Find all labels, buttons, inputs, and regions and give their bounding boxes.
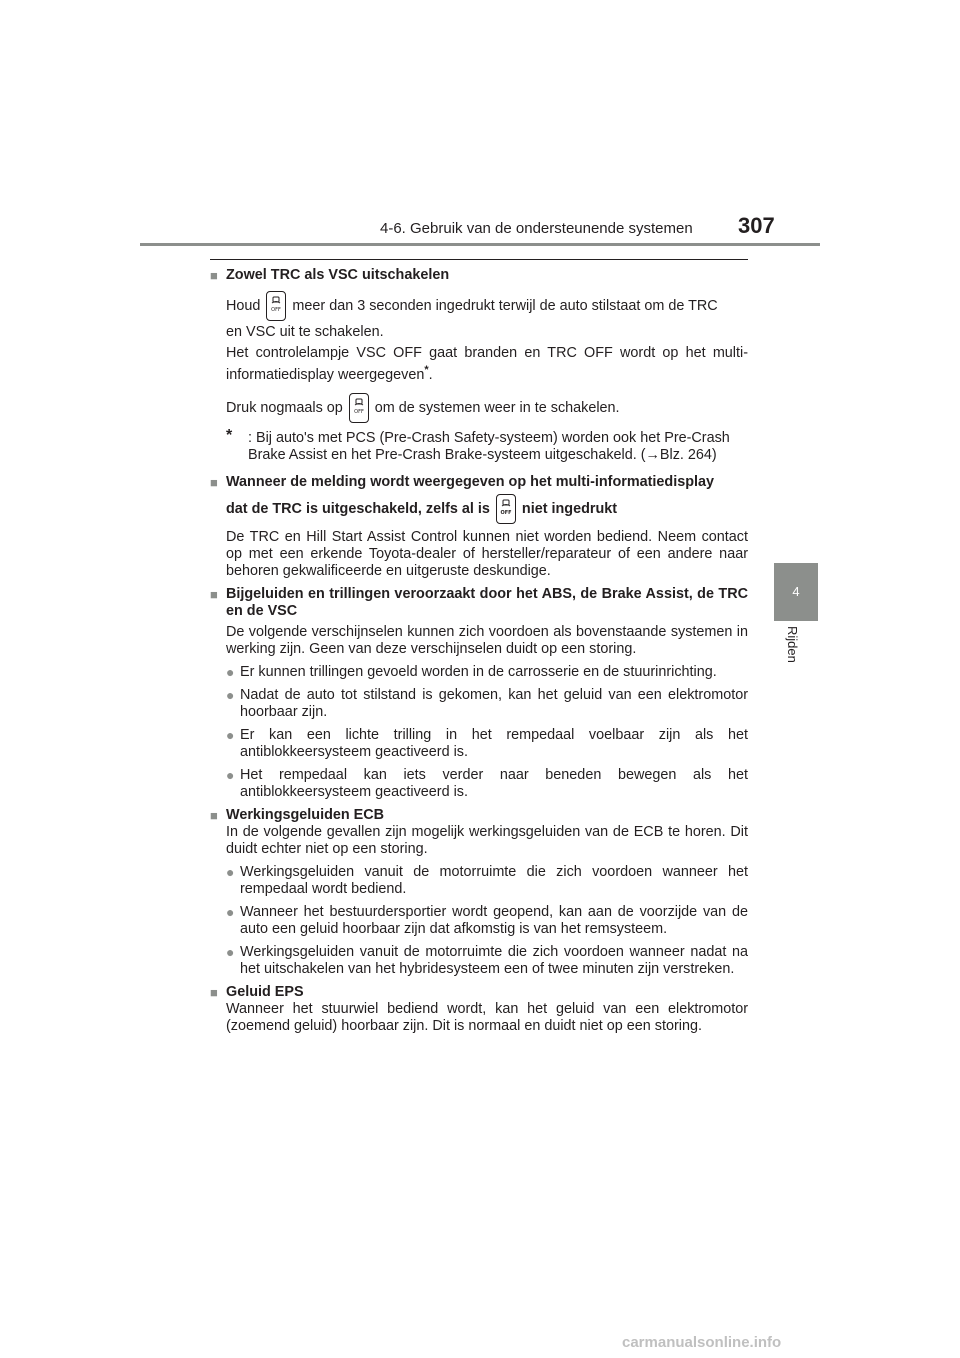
paragraph: en VSC uit te schakelen. [226,324,384,340]
paragraph: Houd OFF meer dan 3 seconden ingedrukt terwijl de auto stilstaat om de TRC [226,290,748,322]
paragraph: De TRC en Hill Start Assist Control kunnen niet worden bediend. Neem contact op met een erkende Toyota-dealer of hersteller/reparateur of een andere naar behoren gekwalificeerde en uitgeruste deskundige. [226,528,748,579]
section-marker: ■ [210,984,218,1000]
svg-text:OFF: OFF [353,409,364,415]
list-item: ● Er kan een lichte trilling in het rempedaal voelbaar zijn als het antiblokkeersysteem geactiveerd is. [226,726,748,760]
section-heading: dat de TRC is uitgeschakeld, zelfs al is OFF niet ingedrukt [226,493,748,525]
header-divider [140,243,820,246]
list-item: ● Werkingsgeluiden vanuit de motorruimte die zich voordoen wanneer nadat na het uitschakelen van het hybridesysteem een of twee minuten zijn verstreken. [226,943,748,977]
chapter-tab-number: 4 [792,584,800,599]
bullet-marker: ● [226,726,235,743]
list-item: ● Werkingsgeluiden vanuit de motorruimte die zich voordoen wanneer het rempedaal wordt bediend. [226,863,748,897]
section-heading: Bijgeluiden en trillingen veroorzaakt door het ABS, de Brake Assist, de TRC en de VSC [226,585,748,619]
paragraph: Wanneer het stuurwiel bediend wordt, kan het geluid van een elektromotor (zoemend geluid) hoorbaar zijn. Dit is normaal en duidt niet op een storing. [226,1000,748,1034]
bullet-marker: ● [226,863,235,880]
footnote-mark: * [226,426,233,444]
section-noises-vibrations [210,586,748,801]
list-item: ● Nadat de auto tot stilstand is gekomen, kan het geluid van een elektromotor hoorbaar zijn. [226,686,748,720]
paragraph: In de volgende gevallen zijn mogelijk werkingsgeluiden van de ECB te horen. Dit duidt echter niet op een storing. [226,823,748,857]
watermark: carmanualsonline.info [622,1334,782,1351]
vsc-off-button-icon [349,393,369,423]
header-title: 4-6. Gebruik van de ondersteunende systemen [380,220,693,237]
section-marker: ■ [210,586,218,602]
section-heading: Wanneer de melding wordt weergegeven op het multi-informatiedisplay [226,473,715,490]
section-ecb-sounds [210,807,748,978]
chapter-tab[interactable] [774,563,818,621]
bullet-marker: ● [226,903,235,920]
bullet-marker: ● [226,943,235,960]
section-marker: ■ [210,474,218,490]
list-item: ● Wanneer het bestuurdersportier wordt geopend, kan aan de voorzijde van de auto een geluid hoorbaar zijn dat afkomstig is van het remsysteem. [226,903,748,937]
vsc-off-button-icon [266,291,286,321]
bullet-marker: ● [226,766,235,783]
vsc-off-button-icon [496,494,516,524]
content-divider [210,259,748,260]
page-number: 307 [738,213,775,238]
section-trc-message [210,474,748,580]
section-trc-vsc-off [210,267,748,464]
svg-text:OFF: OFF [500,510,512,516]
paragraph: Het controlelampje VSC OFF gaat branden en TRC OFF wordt op het multi-informatiedisplay weergegeven*. [226,345,748,383]
section-heading: Zowel TRC als VSC uitschakelen [226,267,450,283]
chapter-tab-label: Rijden [785,626,800,663]
section-heading: Geluid EPS [226,983,304,1000]
paragraph: Druk nogmaals op OFF om de systemen weer in te schakelen. [226,392,748,424]
bullet-marker: ● [226,663,235,680]
paragraph: De volgende verschijnselen kunnen zich voordoen als bovenstaande systemen in werking zijn. Geen van deze verschijnselen duidt op een storing. [226,623,748,657]
bullet-marker: ● [226,686,235,703]
list-item: ● Er kunnen trillingen gevoeld worden in de carrosserie en de stuurinrichting. [226,663,717,680]
section-marker: ■ [210,807,218,823]
list-item: ● Het rempedaal kan iets verder naar beneden bewegen als het antiblokkeersysteem geactiveerd is. [226,766,748,800]
section-heading: Werkingsgeluiden ECB [226,806,385,823]
footnote: * : Bij auto's met PCS (Pre-Crash Safety-systeem) worden ook het Pre-Crash Brake Assist en het Pre-Crash Brake-systeem uitgeschakeld. (→Blz. 264) [226,426,730,463]
page-content [210,267,748,1035]
section-marker: ■ [210,268,218,283]
section-eps-sound [210,984,748,1035]
svg-text:OFF: OFF [271,307,282,314]
